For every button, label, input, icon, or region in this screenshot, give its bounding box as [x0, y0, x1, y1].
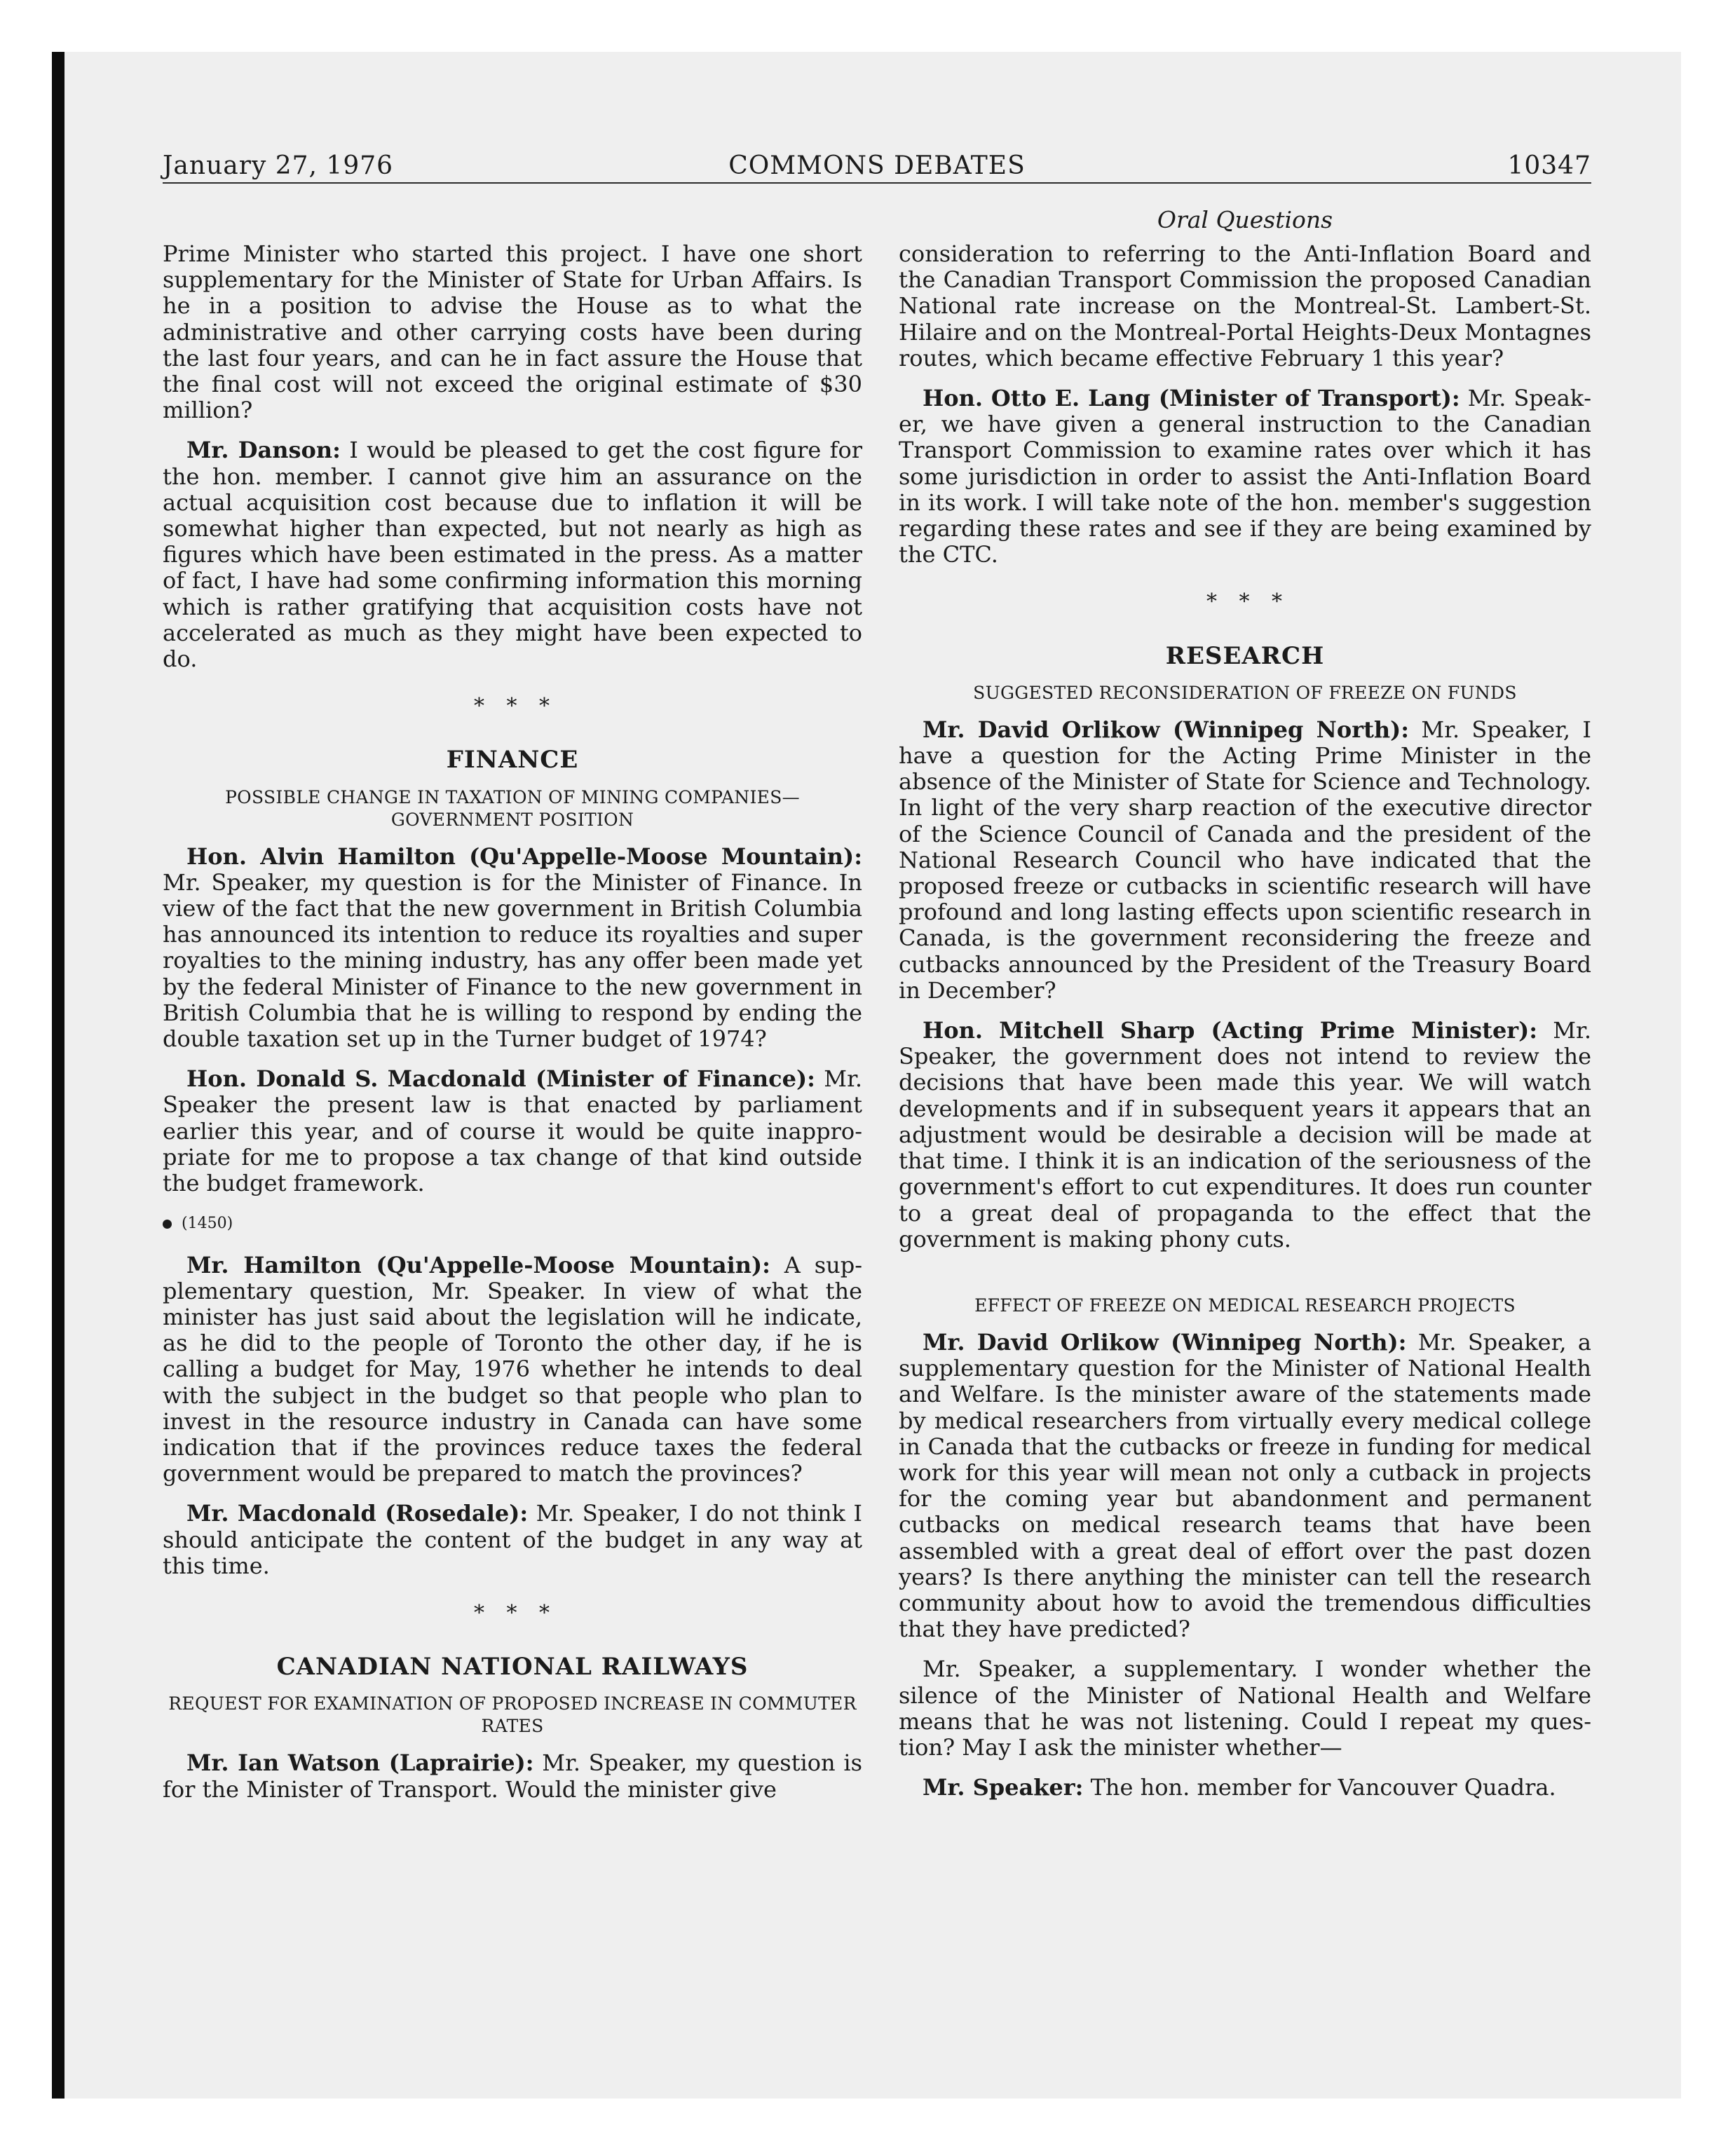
paragraph: Mr. David Orlikow (Winnipeg North): Mr. Speaker, a supplementary question for the Minister of National Health and Welfare. Is the minister aware of the statements made by medical researchers from virtually every medical college in Canada that the cutbacks or freeze in funding for medical work for this year will mean not only a cutback in projects for the coming year but abandonment and permanent cutbacks on medical research teams that have been assembled with a great deal of effort over the past dozen years? Is there anything the minister can tell the research community about how to avoid the tremendous difficulties that they have predicted? — [899, 1328, 1592, 1643]
paragraph: Prime Minister who started this project. I have one short supplementary for the Minister of State for Urban Affairs. Is he in a position to advise the House as to what the administrative and other carrying costs have been during the last four years, and can he in fact assure the House that the final cost will not exceed the original estimate of $30 million? — [163, 240, 862, 424]
section-title-cnr: CANADIAN NATIONAL RAILWAYS — [276, 1653, 749, 1681]
speaker-name: Mr. Speaker: — [923, 1774, 1084, 1801]
section-separator: * * * — [1206, 589, 1284, 615]
section-subtitle: REQUEST FOR EXAMINATION OF PROPOSED INCREASE IN COMMUTER RATES — [168, 1693, 857, 1737]
speaker-name: Mr. Danson: — [186, 437, 341, 464]
header-page-number: 10347 — [1507, 151, 1591, 180]
section-separator: * * * — [473, 1600, 552, 1625]
section-subtitle: EFFECT OF FREEZE ON MEDICAL RESEARCH PROJECTS — [974, 1295, 1516, 1316]
paragraph: Hon. Donald S. Macdonald (Minister of Finance): Mr. Speaker the present law is that enacted by parliament earlier this year, and of course it would be quite inappropriate for me to propose a tax change of that kind outside the budget framework. — [163, 1065, 863, 1197]
paragraph: Hon. Otto E. Lang (Minister of Transport): Mr. Speaker, we have given a general instruction to the Canadian Transport Commission to examine rates over which it has some jurisdiction in order to assist the Anti-Inflation Board in its work. I will take note of the hon. member's suggestion regarding these rates and see if they are being examined by the CTC. — [899, 385, 1592, 568]
paragraph: Mr. Hamilton (Qu'Appelle-Moose Mountain): A supplementary question, Mr. Speaker. In view of what the minister has just said about the legislation will he indicate, as he did to the people of Toronto the other day, if he is calling a budget for May, 1976 whether he intends to deal with the subject in the budget so that people who plan to invest in the resource industry in Canada can have some indication that if the provinces reduce taxes the federal government would be prepared to match the provinces? — [163, 1251, 863, 1487]
paragraph: Mr. Speaker, a supplementary. I wonder whether the silence of the Minister of National Health and Welfare means that he was not listening. Could I repeat my question? May I ask the minister whether— — [899, 1656, 1591, 1761]
speaker-name: Mr. Macdonald (Rosedale): — [186, 1500, 529, 1527]
paragraph: Hon. Alvin Hamilton (Qu'Appelle-Moose Mountain): Mr. Speaker, my question is for the Minister of Finance. In view of the fact that the new government in British Columbia has announced its intention to reduce its royalties and super royalties to the mining industry, has any offer been made yet by the federal Minister of Finance to the new government in British Columbia that he is willing to respond by ending the double taxation set up in the Turner budget of 1974? — [163, 842, 862, 1053]
section-separator: * * * — [473, 694, 552, 719]
paragraph: Mr. Macdonald (Rosedale): Mr. Speaker, I do not think I should anticipate the content of the budget in any way at this time. — [163, 1500, 863, 1579]
section-subtitle: SUGGESTED RECONSIDERATION OF FREEZE ON FUNDS — [973, 682, 1517, 703]
paragraph: Hon. Mitchell Sharp (Acting Prime Minister): Mr. Speaker, the government does not intend to review the decisions that have been made this year. We will watch developments and if in subsequent years it appears that an adjustment would be desirable a decision will be made at that time. I think it is an indication of the seriousness of the government's effort to cut expenditures. It does run counter to a great deal of propaganda to the effect that the government is making phony cuts. — [899, 1017, 1591, 1253]
scan-edge-bar — [52, 52, 64, 2099]
speaker-name: Hon. Alvin Hamilton (Qu'Appelle-Moose Mountain): — [186, 842, 862, 870]
paragraph: consideration to referring to the Anti-Inflation Board and the Canadian Transport Commission the proposed Canadian National rate increase on the Montreal-St. Lambert-St. Hilaire and on the Montreal-Portal Heights-Deux Montagnes routes, which became effective February 1 this year? — [899, 240, 1591, 371]
speaker-name: Mr. Ian Watson (Laprairie): — [186, 1749, 534, 1777]
section-title-research: RESEARCH — [1165, 641, 1325, 670]
header-date: January 27, 1976 — [163, 151, 394, 180]
bullet-icon — [163, 1220, 172, 1229]
speaker-name: Mr. Hamilton (Qu'Appelle-Moose Mountain): — [186, 1251, 770, 1278]
subsection-heading: Oral Questions — [1157, 206, 1333, 233]
speaker-name: Mr. David Orlikow (Winnipeg North): — [923, 716, 1410, 743]
speaker-name: Hon. Otto E. Lang (Minister of Transport): — [923, 385, 1460, 412]
header-title: COMMONS DEBATES — [728, 151, 1026, 180]
section-title-finance: FINANCE — [446, 746, 579, 775]
running-head — [163, 151, 1591, 186]
paragraph: Mr. Ian Watson (Laprairie): Mr. Speaker, my question is for the Minister of Transport. Would the minister give — [163, 1749, 863, 1803]
header-rule — [163, 182, 1591, 184]
speaker-name: Hon. Donald S. Macdonald (Minister of Finance): — [186, 1065, 815, 1093]
speaker-name: Mr. David Orlikow (Winnipeg North): — [923, 1328, 1407, 1356]
spacer — [899, 1267, 1591, 1295]
paragraph: Mr. Danson: I would be pleased to get the cost figure for the hon. member. I cannot give him an assurance on the actual acquisition cost because due to inflation it will be somewhat higher than expected, but not nearly as high as figures which have been estimated in the press. As a matter of fact, I have had some confirming information this morning which is rather gratifying that acquisition costs have not accelerated as much as they might have been expected to do. — [163, 437, 863, 673]
section-subtitle: POSSIBLE CHANGE IN TAXATION OF MINING COMPANIES— GOVERNMENT POSITION — [225, 786, 800, 830]
paragraph: Mr. David Orlikow (Winnipeg North): Mr. Speaker, I have a question for the Acting Prime Minister in the absence of the Minister of State for Science and Technology. In light of the very sharp reaction of the executive director of the Science Council of Canada and the president of the National Research Council who have indicated that the proposed freeze or cutbacks in scientific research will have profound and long lasting effects upon scientific research in Canada, is the government reconsidering the freeze and cutbacks announced by the President of the Treasury Board in December? — [899, 716, 1592, 1004]
left-column — [163, 241, 862, 1817]
time-marker: (1450) — [163, 1210, 862, 1236]
paragraph: Mr. Speaker: The hon. member for Vancouver Quadra. — [923, 1774, 1556, 1801]
speaker-name: Hon. Mitchell Sharp (Acting Prime Minister): — [923, 1017, 1538, 1044]
right-column — [899, 241, 1591, 1815]
